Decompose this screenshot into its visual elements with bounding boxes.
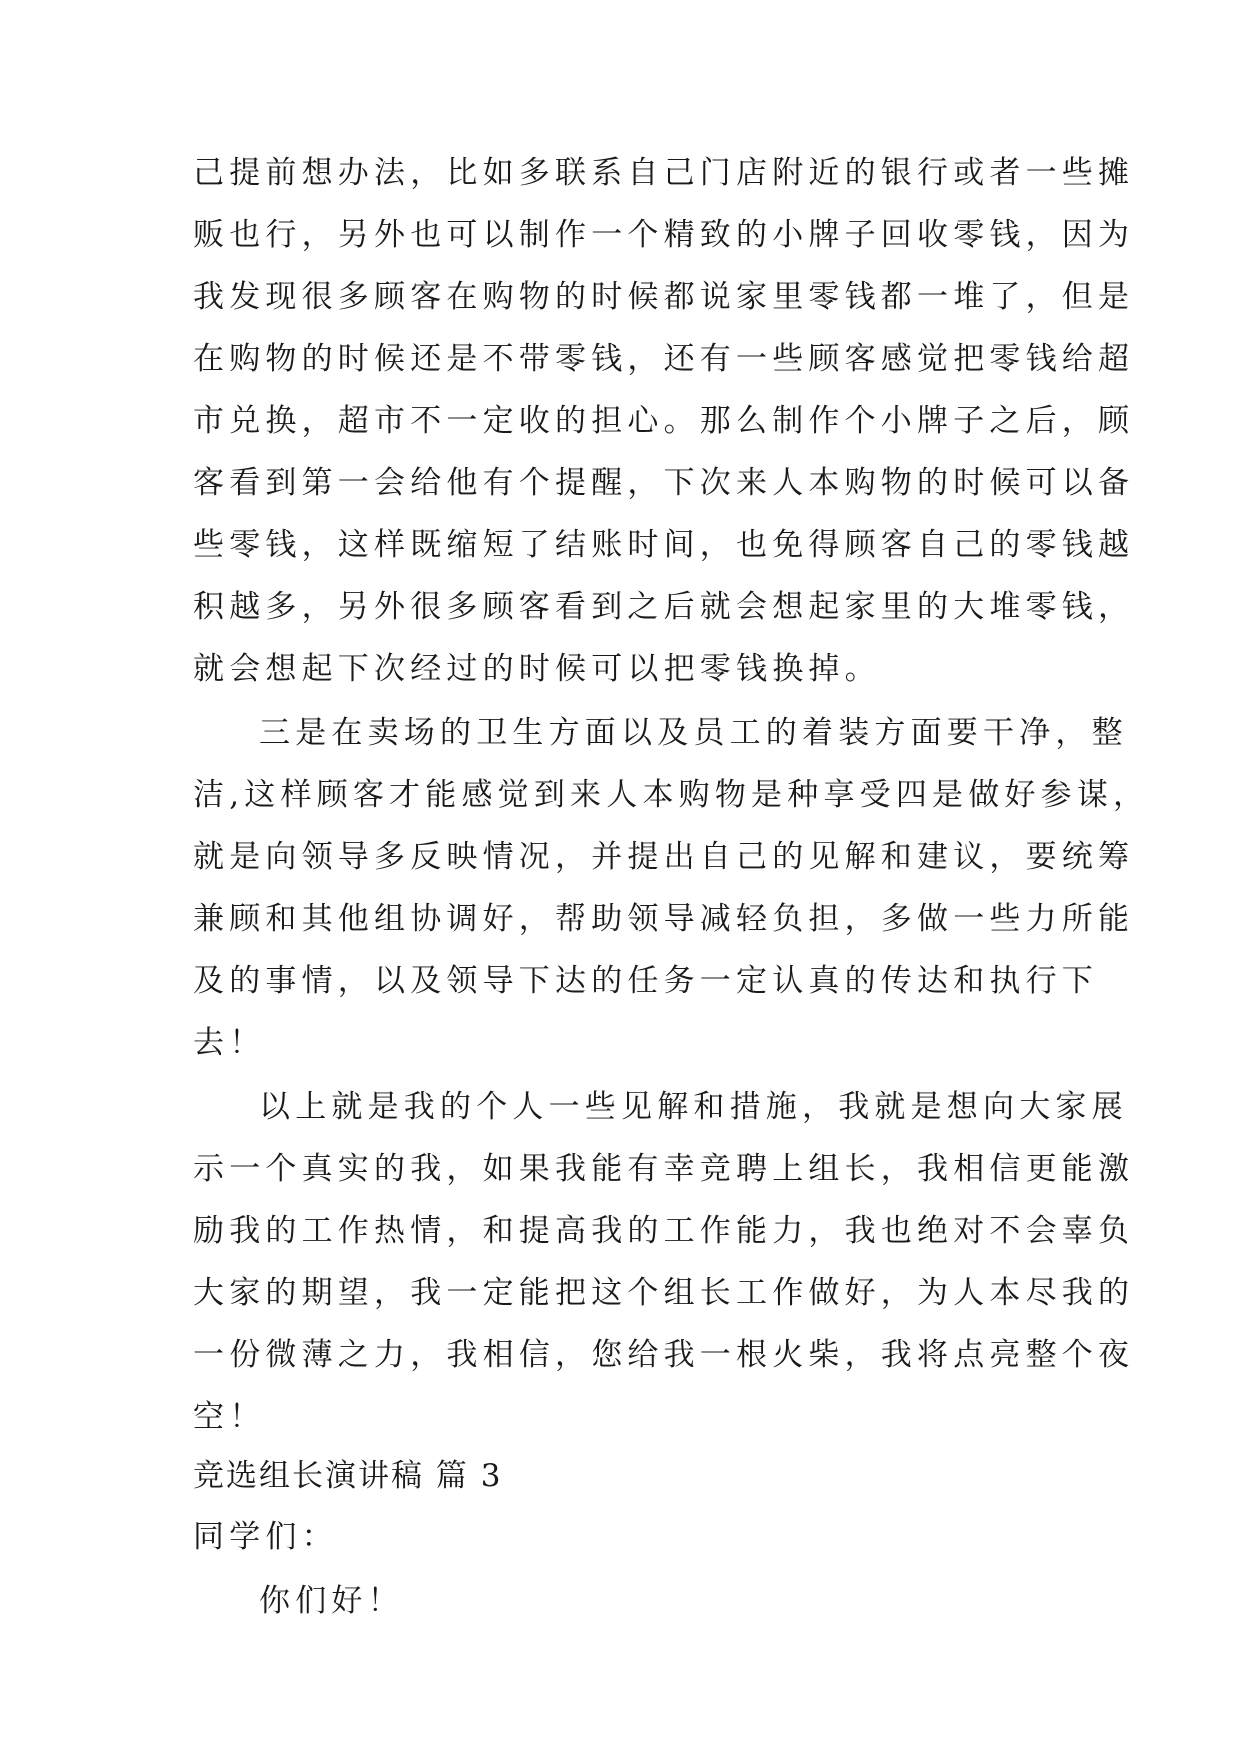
greeting: 你们好！	[259, 1583, 404, 1619]
text-line: 在购物的时候还是不带零钱，还有一些顾客感觉把零钱给超	[193, 341, 1135, 377]
text-line: 我发现很多顾客在购物的时候都说家里零钱都一堆了，但是	[193, 279, 1135, 315]
text-line: 兼顾和其他组协调好，帮助领导减轻负担，多做一些力所能	[193, 901, 1135, 937]
section-heading: 竞选组长演讲稿 篇 3	[193, 1458, 503, 1494]
text-line: 就会想起下次经过的时候可以把零钱换掉。	[193, 651, 881, 687]
paragraph-start-line: 三是在卖场的卫生方面以及员工的着装方面要干净，整	[259, 715, 1128, 751]
text-line: 励我的工作热情，和提高我的工作能力，我也绝对不会辜负	[193, 1213, 1135, 1249]
text-line: 积越多，另外很多顾客看到之后就会想起家里的大堆零钱，	[193, 589, 1135, 625]
text-line: 示一个真实的我，如果我能有幸竞聘上组长，我相信更能激	[193, 1151, 1135, 1187]
text-line: 己提前想办法，比如多联系自己门店附近的银行或者一些摊	[193, 155, 1135, 191]
text-line: 些零钱，这样既缩短了结账时间，也免得顾客自己的零钱越	[193, 527, 1135, 563]
text-line: 一份微薄之力，我相信，您给我一根火柴，我将点亮整个夜	[193, 1337, 1135, 1373]
text-line: 洁,这样顾客才能感觉到来人本购物是种享受四是做好参谋，	[193, 777, 1150, 813]
text-line: 去！	[193, 1025, 266, 1061]
text-line: 贩也行，另外也可以制作一个精致的小牌子回收零钱，因为	[193, 217, 1135, 253]
text-line: 空！	[193, 1399, 266, 1435]
text-line: 市兑换，超市不一定收的担心。那么制作个小牌子之后，顾	[193, 403, 1135, 439]
text-line: 及的事情，以及领导下达的任务一定认真的传达和执行下	[193, 963, 1098, 999]
text-line: 就是向领导多反映情况，并提出自己的见解和建议，要统筹	[193, 839, 1135, 875]
salutation: 同学们：	[193, 1519, 338, 1555]
text-line: 大家的期望，我一定能把这个组长工作做好，为人本尽我的	[193, 1275, 1135, 1311]
text-line: 客看到第一会给他有个提醒，下次来人本购物的时候可以备	[193, 465, 1135, 501]
paragraph-start-line: 以上就是我的个人一些见解和措施，我就是想向大家展	[259, 1089, 1128, 1125]
